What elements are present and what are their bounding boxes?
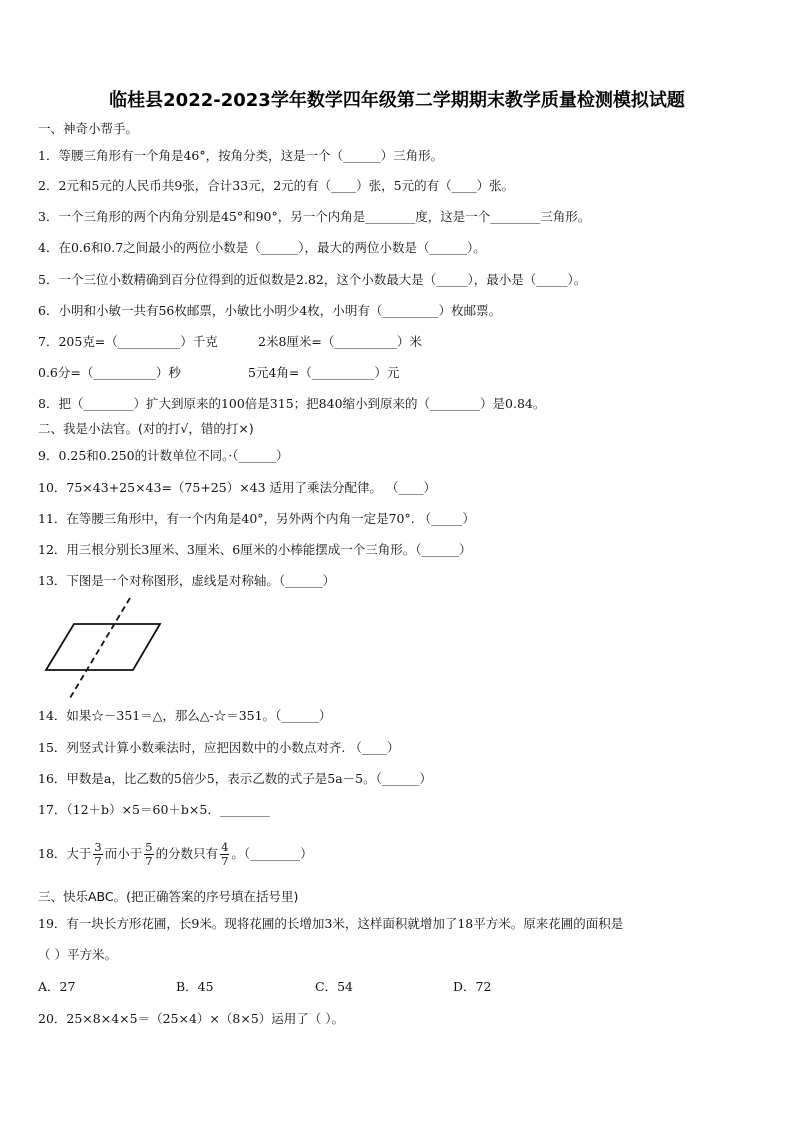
question-19-continued: （ ）平方米。 (38, 947, 117, 962)
question-20: 20．25×8×4×5＝（25×4）×（8×5）运用了（ ）。 (38, 1011, 345, 1026)
q19-option-c: C．54 (315, 979, 353, 994)
parallelogram-shape (46, 624, 160, 670)
q18-middle-2: 的分数只有 (155, 846, 219, 861)
question-10: 10．75×43+25×43=（75+25）×43 适用了乘法分配律。 （____） (38, 480, 437, 495)
dashed-axis-line (70, 598, 130, 698)
fraction-numerator: 3 (94, 840, 102, 854)
question-1: 1．等腰三角形有一个角是46°，按角分类，这是一个（______）三角形。 (38, 148, 444, 163)
q19-option-d: D．72 (453, 979, 492, 994)
fraction-denominator: 7 (221, 854, 229, 868)
q18-prefix: 18．大于 (38, 846, 92, 861)
symmetry-figure (38, 594, 168, 700)
question-6: 6．小明和小敏一共有56枚邮票，小敏比小明少4枚，小明有（_________）枚邮票。 (38, 303, 502, 318)
fraction-denominator: 7 (145, 854, 153, 868)
question-5: 5．一个三位小数精确到百分位得到的近似数是2.82，这个小数最大是（_____），最小是（_____）。 (38, 272, 587, 287)
fraction-3-7 (93, 841, 102, 868)
q19-option-b: B．45 (176, 979, 214, 994)
fraction-denominator: 7 (94, 854, 102, 868)
fraction-numerator: 4 (221, 840, 229, 854)
question-7a: 7．205克=（__________）千克 (38, 334, 218, 349)
question-3: 3．一个三角形的两个内角分别是45°和90°，另一个内角是________度，这是一个________三角形。 (38, 209, 591, 224)
question-4: 4．在0.6和0.7之间最小的两位小数是（______），最大的两位小数是（______）。 (38, 240, 486, 255)
question-13: 13．下图是一个对称图形，虚线是对称轴。（______） (38, 573, 336, 588)
question-11: 11．在等腰三角形中，有一个内角是40°，另外两个内角一定是70°. （_____） (38, 511, 475, 526)
question-16: 16．甲数是a，比乙数的5倍少5，表示乙数的式子是5a－5。（______） (38, 771, 432, 786)
fraction-numerator: 5 (145, 840, 153, 854)
question-9: 9．0.25和0.250的计数单位不同。·（______） (38, 448, 289, 463)
question-8: 8．把（________）扩大到原来的100倍是315；把840缩小到原来的（________）是0.84。 (38, 396, 546, 411)
question-14: 14．如果☆－351＝△，那么△-☆＝351。（______） (38, 708, 332, 723)
q19-option-a: A．27 (38, 979, 76, 994)
q18-suffix: 。（________） (231, 846, 313, 861)
page-title: 临桂县2022-2023学年数学四年级第二学期期末教学质量检测模拟试题 (109, 90, 685, 111)
section-heading-1: 一、神奇小帮手。 (38, 121, 139, 136)
section-heading-3: 三、快乐ABC。(把正确答案的序号填在括号里) (38, 889, 299, 904)
section-heading-2: 二、我是小法官。(对的打√，错的打×) (38, 421, 254, 436)
question-7d: 5元4角=（__________）元 (248, 365, 400, 380)
fraction-4-7 (220, 841, 229, 868)
fraction-5-7 (144, 841, 153, 868)
question-15: 15．列竖式计算小数乘法时，应把因数中的小数点对齐. （____） (38, 740, 400, 755)
question-19: 19．有一块长方形花圃，长9米。现将花圃的长增加3米，这样面积就增加了18平方米。原来花圃的面积是 (38, 916, 624, 931)
q18-middle: 而小于 (104, 846, 143, 861)
question-7c: 0.6分=（__________）秒 (38, 365, 181, 380)
question-12: 12．用三根分别长3厘米、3厘米、6厘米的小棒能摆成一个三角形。（______） (38, 542, 472, 557)
question-18 (38, 832, 313, 876)
question-2: 2．2元和5元的人民币共9张，合计33元，2元的有（____）张，5元的有（____）张。 (38, 178, 515, 193)
question-17: 17．（12＋b）×5＝60＋b×5．________ (38, 802, 270, 817)
question-7b: 2米8厘米=（__________）米 (258, 334, 422, 349)
